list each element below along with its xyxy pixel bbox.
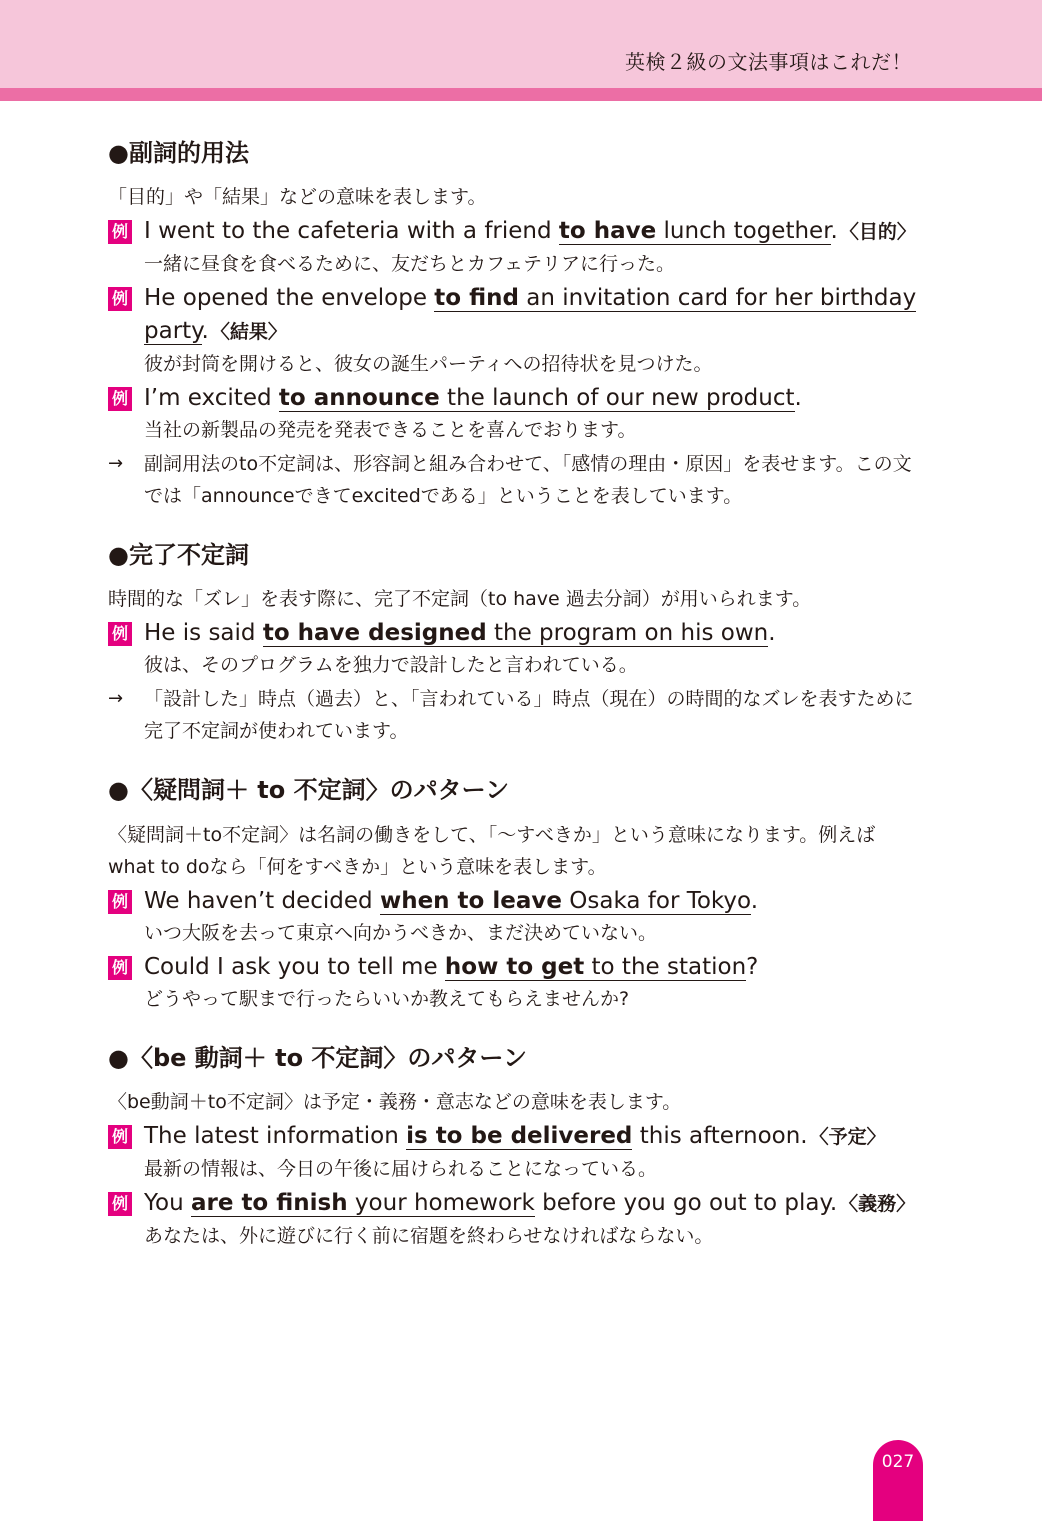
example-item [108,617,918,681]
page-content [108,138,918,1280]
page-number-tab [873,1440,923,1521]
example-sentence [144,617,918,650]
underlined-phrase [191,1190,535,1217]
section-title: ●完了不定詞 [108,541,249,570]
arrow-icon: → [108,453,124,475]
sentence-lead: The latest information [144,1122,407,1149]
sentence-lead: Could I ask you to tell me [144,953,445,980]
arrow-icon: → [108,688,124,710]
page-number: 027 [881,1452,915,1472]
sentence-end: . [768,620,776,647]
header-stripe [0,88,1042,101]
japanese-translation: 最新の情報は、今日の午後に届けられることになっている。 [144,1157,658,1180]
note-text: 副詞用法のto不定詞は、形容詞と組み合わせて、「感情の理由・原因」を表せます。この文では「announceできてexcitedである」ということを表しています。 [144,453,912,508]
example-item [108,282,918,380]
section [108,138,918,512]
section-intro: 〈be動詞＋to不定詞〉は予定・義務・意志などの意味を表します。 [108,1090,682,1113]
example-badge-icon: 例 [108,956,132,980]
sentence-lead: You [144,1189,191,1216]
underlined-rest: the launch of our new product [439,385,795,412]
example-badge-icon: 例 [108,890,132,914]
sentence-end: . [794,385,802,412]
japanese-translation: 彼は、そのプログラムを独力で設計したと言われている。 [144,654,638,677]
japanese-translation: 当社の新製品の発売を発表できることを喜んでおります。 [144,419,637,442]
example-item [108,1120,918,1185]
underlined-phrase [263,620,768,647]
usage-tag: 〈予定〉 [809,1125,886,1148]
usage-tag: 〈義務〉 [839,1192,916,1215]
infinitive-phrase: is to be delivered [406,1122,633,1149]
section [108,1043,918,1252]
japanese-translation: あなたは、外に遊びに行く前に宿題を終わらせなければならない。 [144,1224,714,1247]
underlined-phrase [380,888,751,915]
usage-tag: 〈目的〉 [839,221,916,244]
underlined-rest: Osaka for Tokyo [561,887,751,914]
usage-tag: 〈結果〉 [210,321,287,344]
japanese-translation: いつ大阪を去って東京へ向かうべきか、まだ決めていない。 [144,921,658,944]
note-text: 「設計した」時点（過去）と、「言われている」時点（現在）の時間的なズレを表すために完了不定詞が使われています。 [144,688,914,743]
example-sentence [144,951,918,984]
example-item [108,382,918,446]
example-badge-icon: 例 [108,220,132,244]
underlined-phrase [279,385,795,412]
example-badge-icon: 例 [108,1192,132,1216]
underlined-phrase [445,954,746,981]
section-intro: 「目的」や「結果」などの意味を表します。 [108,186,487,209]
example-badge-icon: 例 [108,287,132,311]
example-item [108,951,918,1015]
sentence-lead: I’m excited [144,385,279,412]
sentence-end: this afternoon. [632,1122,808,1149]
infinitive-phrase: to have [558,218,657,245]
underlined-rest: an invitation card for her birthday party [144,285,917,345]
example-item [108,1187,918,1252]
example-sentence [144,1187,918,1221]
section [108,540,918,747]
infinitive-phrase: are to finish [190,1189,348,1216]
section-title: ●〈be 動詞＋ to 不定詞〉のパターン [108,1043,527,1072]
japanese-translation: 一緒に昼食を食べるために、友だちとカフェテリアに行った。 [144,253,676,276]
running-header-title: 英検２級の文法事項はこれだ！ [625,50,912,74]
example-badge-icon: 例 [108,387,132,411]
underlined-rest: to the station [584,953,747,980]
section-intro: 時間的な「ズレ」を表す際に、完了不定詞（to have 過去分詞）が用いられます。 [108,588,812,611]
underlined-phrase [559,218,831,245]
sentence-end: . [830,218,838,245]
example-item [108,885,918,949]
sentence-end: . [750,887,759,914]
infinitive-phrase: how to get [444,953,585,980]
explanation-note [108,683,918,747]
example-badge-icon: 例 [108,1125,132,1149]
sentence-end: before you go out to play. [534,1189,838,1216]
japanese-translation: 彼が封筒を開けると、彼女の誕生パーティへの招待状を見つけた。 [144,353,713,376]
section [108,775,918,1014]
example-sentence [144,282,918,349]
sentence-lead: I went to the cafeteria with a friend [144,218,559,245]
explanation-note [108,448,918,512]
sentence-lead: He opened the envelope [144,285,435,312]
infinitive-phrase: when to leave [379,887,562,914]
section-intro: 〈疑問詞＋to不定詞〉は名詞の働きをして、「～すべきか」という意味になります。例えばwhat to doなら「何をすべきか」という意味を表します。 [108,823,876,878]
infinitive-phrase: to find [434,285,519,312]
example-sentence [144,382,918,415]
example-badge-icon: 例 [108,622,132,646]
example-item [108,215,918,280]
underlined-phrase [406,1123,632,1150]
example-sentence [144,1120,918,1154]
sentence-end: ? [746,953,759,980]
section-title: ●副詞的用法 [108,139,249,167]
underlined-rest: lunch together [656,218,831,245]
sentence-lead: We haven’t decided [144,887,380,914]
infinitive-phrase: to have designed [262,620,487,647]
sentence-end: . [201,318,209,345]
infinitive-phrase: to announce [278,385,440,412]
header-band [0,0,1042,88]
underlined-rest: your homework [347,1189,535,1216]
sentence-lead: He is said [144,620,263,647]
example-sentence [144,885,918,918]
example-sentence [144,215,918,249]
japanese-translation: どうやって駅まで行ったらいいか教えてもらえませんか? [144,987,630,1010]
underlined-rest: the program on his own [486,620,769,647]
section-title: ●〈疑問詞＋ to 不定詞〉のパターン [108,776,510,805]
